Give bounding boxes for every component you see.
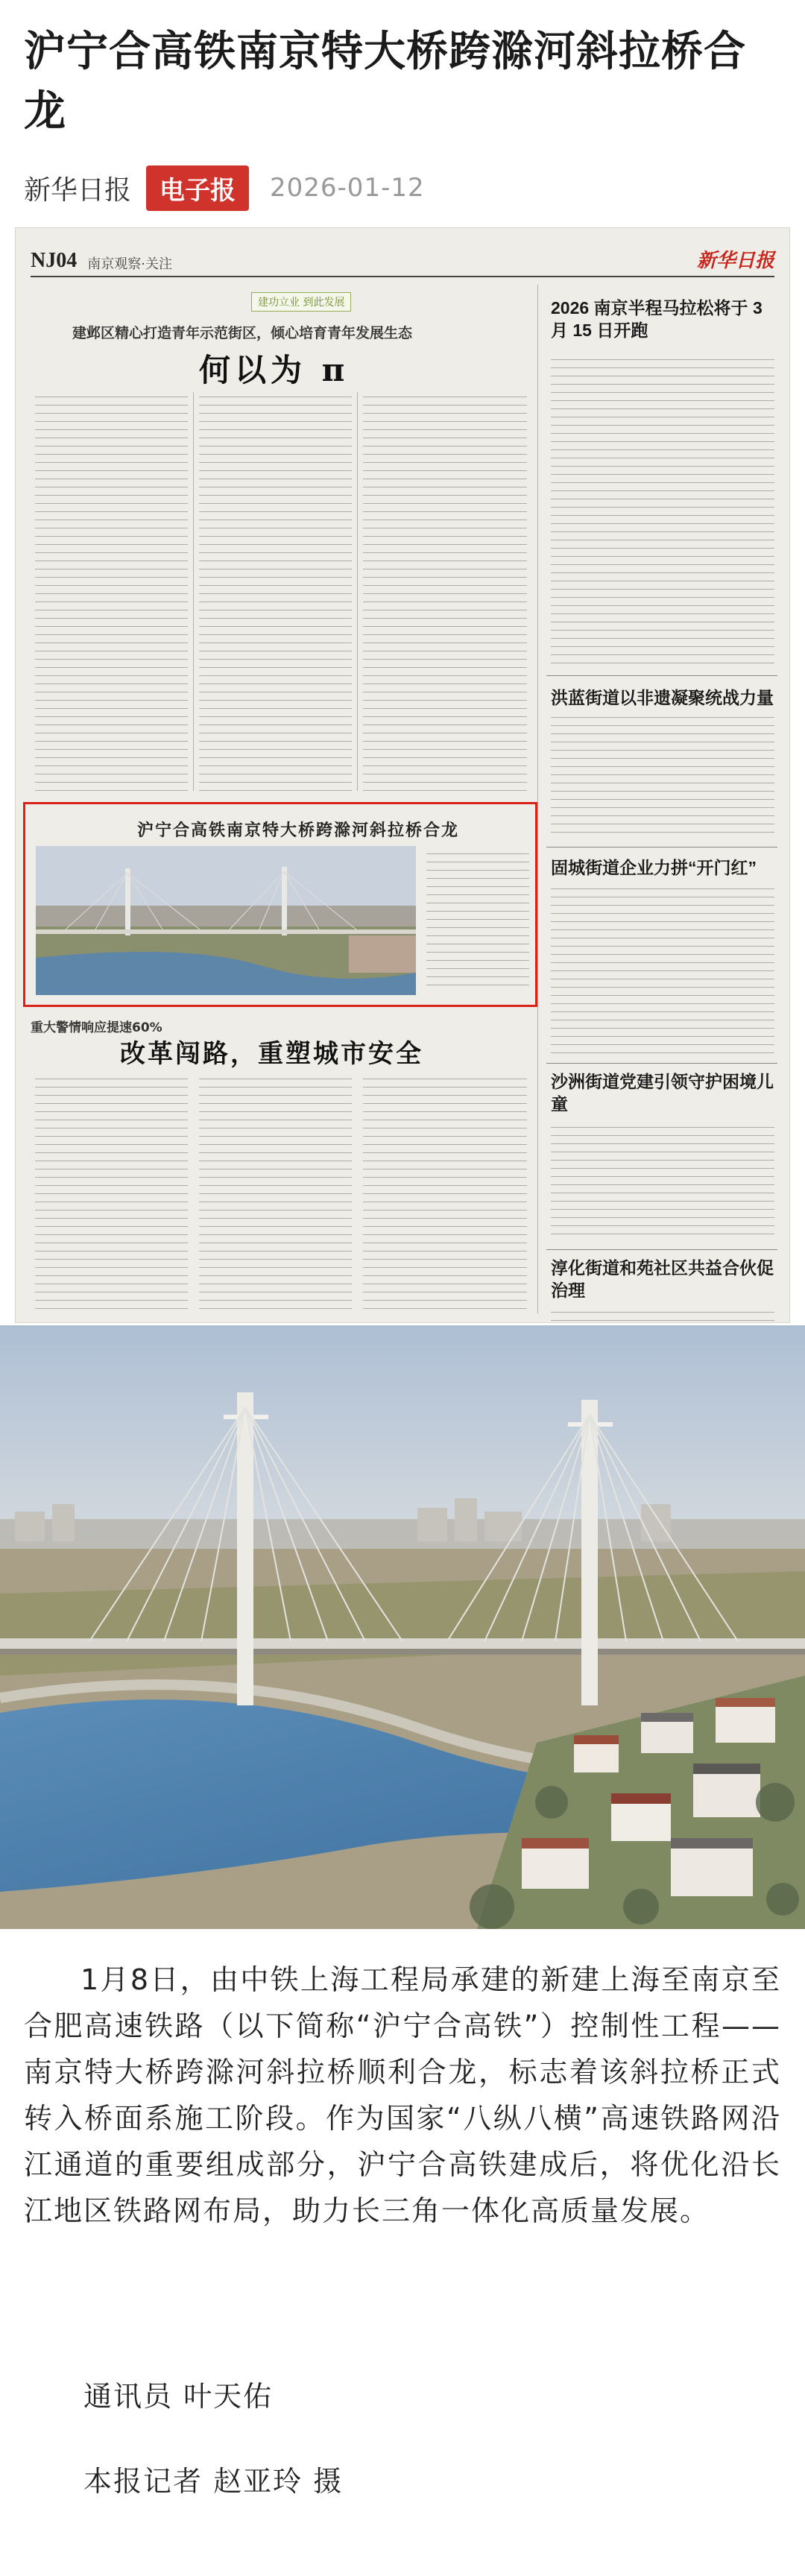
text-column	[363, 1074, 527, 1313]
column-rule	[357, 392, 358, 791]
highlighted-photo-story[interactable]	[23, 802, 537, 1007]
text-column	[551, 1307, 774, 1323]
article-body: 1月8日，由中铁上海工程局承建的新建上海至南京至合肥高速铁路（以下简称“沪宁合高铁”）控制性工程——南京特大桥跨滁河斜拉桥顺利合龙，标志着该斜拉桥正式转入桥面系施工阶段。作为国家“八纵八横”高速铁路网沿江通道的重要组成部分，沪宁合高铁建成后，将优化沿长江地区铁路网布局，助力长三角一体化高质量发展。	[24, 1963, 781, 2227]
text-column	[551, 355, 774, 668]
section-rule	[546, 675, 777, 676]
newspaper-page-image[interactable]	[15, 227, 790, 1323]
column-tag: 建功立业 到此发展	[251, 292, 351, 312]
bridge-photo[interactable]	[0, 1325, 805, 1929]
right-headline: 沙洲街道党建引领守护困境儿童	[551, 1072, 774, 1114]
text-column	[199, 1074, 352, 1313]
text-column	[551, 884, 774, 1055]
epaper-badge[interactable]: 电子报	[146, 165, 249, 211]
lower-kicker: 重大警情响应提速60%	[31, 1020, 162, 1035]
column-rule	[193, 392, 194, 791]
newspaper-header	[31, 247, 774, 277]
source-name[interactable]: 新华日报	[24, 174, 132, 206]
column-rule	[537, 285, 538, 1313]
right-headline: 固城街道企业力拼“开门红”	[551, 858, 757, 877]
newspaper-masthead: 新华日报	[696, 250, 774, 272]
byline-correspondent: 通讯员 叶天佑	[83, 2380, 274, 2413]
text-column	[551, 1123, 774, 1242]
article-headline: 沪宁合高铁南京特大桥跨滁河斜拉桥合龙	[24, 28, 746, 136]
byline-reporter: 本报记者 赵亚玲 摄	[83, 2465, 344, 2498]
publish-date: 2026-01-12	[270, 173, 425, 203]
text-column	[363, 392, 527, 791]
highlight-caption	[426, 849, 529, 991]
feature-title: 何以为 π	[199, 352, 350, 388]
section-rule	[546, 1063, 777, 1064]
page-section: 南京观察·关注	[87, 256, 172, 272]
article-meta	[24, 165, 425, 210]
text-column	[35, 1074, 188, 1313]
text-column	[35, 392, 188, 791]
text-column	[199, 392, 352, 791]
highlight-title: 沪宁合高铁南京特大桥跨滁河斜拉桥合龙	[137, 821, 460, 840]
lower-headline: 改革闯路，重塑城市安全	[120, 1039, 423, 1069]
right-headline: 淳化街道和苑社区共益合伙促治理	[551, 1258, 774, 1300]
right-headline: 洪蓝街道以非遗凝聚统战力量	[551, 688, 774, 707]
feature-subtitle: 建邺区精心打造青年示范街区，倾心培育青年发展生态	[72, 325, 413, 341]
section-rule	[546, 1249, 777, 1250]
page-number: NJ04	[31, 249, 78, 272]
highlight-bridge-photo	[36, 846, 416, 995]
right-headline: 2026 南京半程马拉松将于 3 月 15 日开跑	[551, 298, 763, 340]
text-column	[551, 713, 774, 839]
